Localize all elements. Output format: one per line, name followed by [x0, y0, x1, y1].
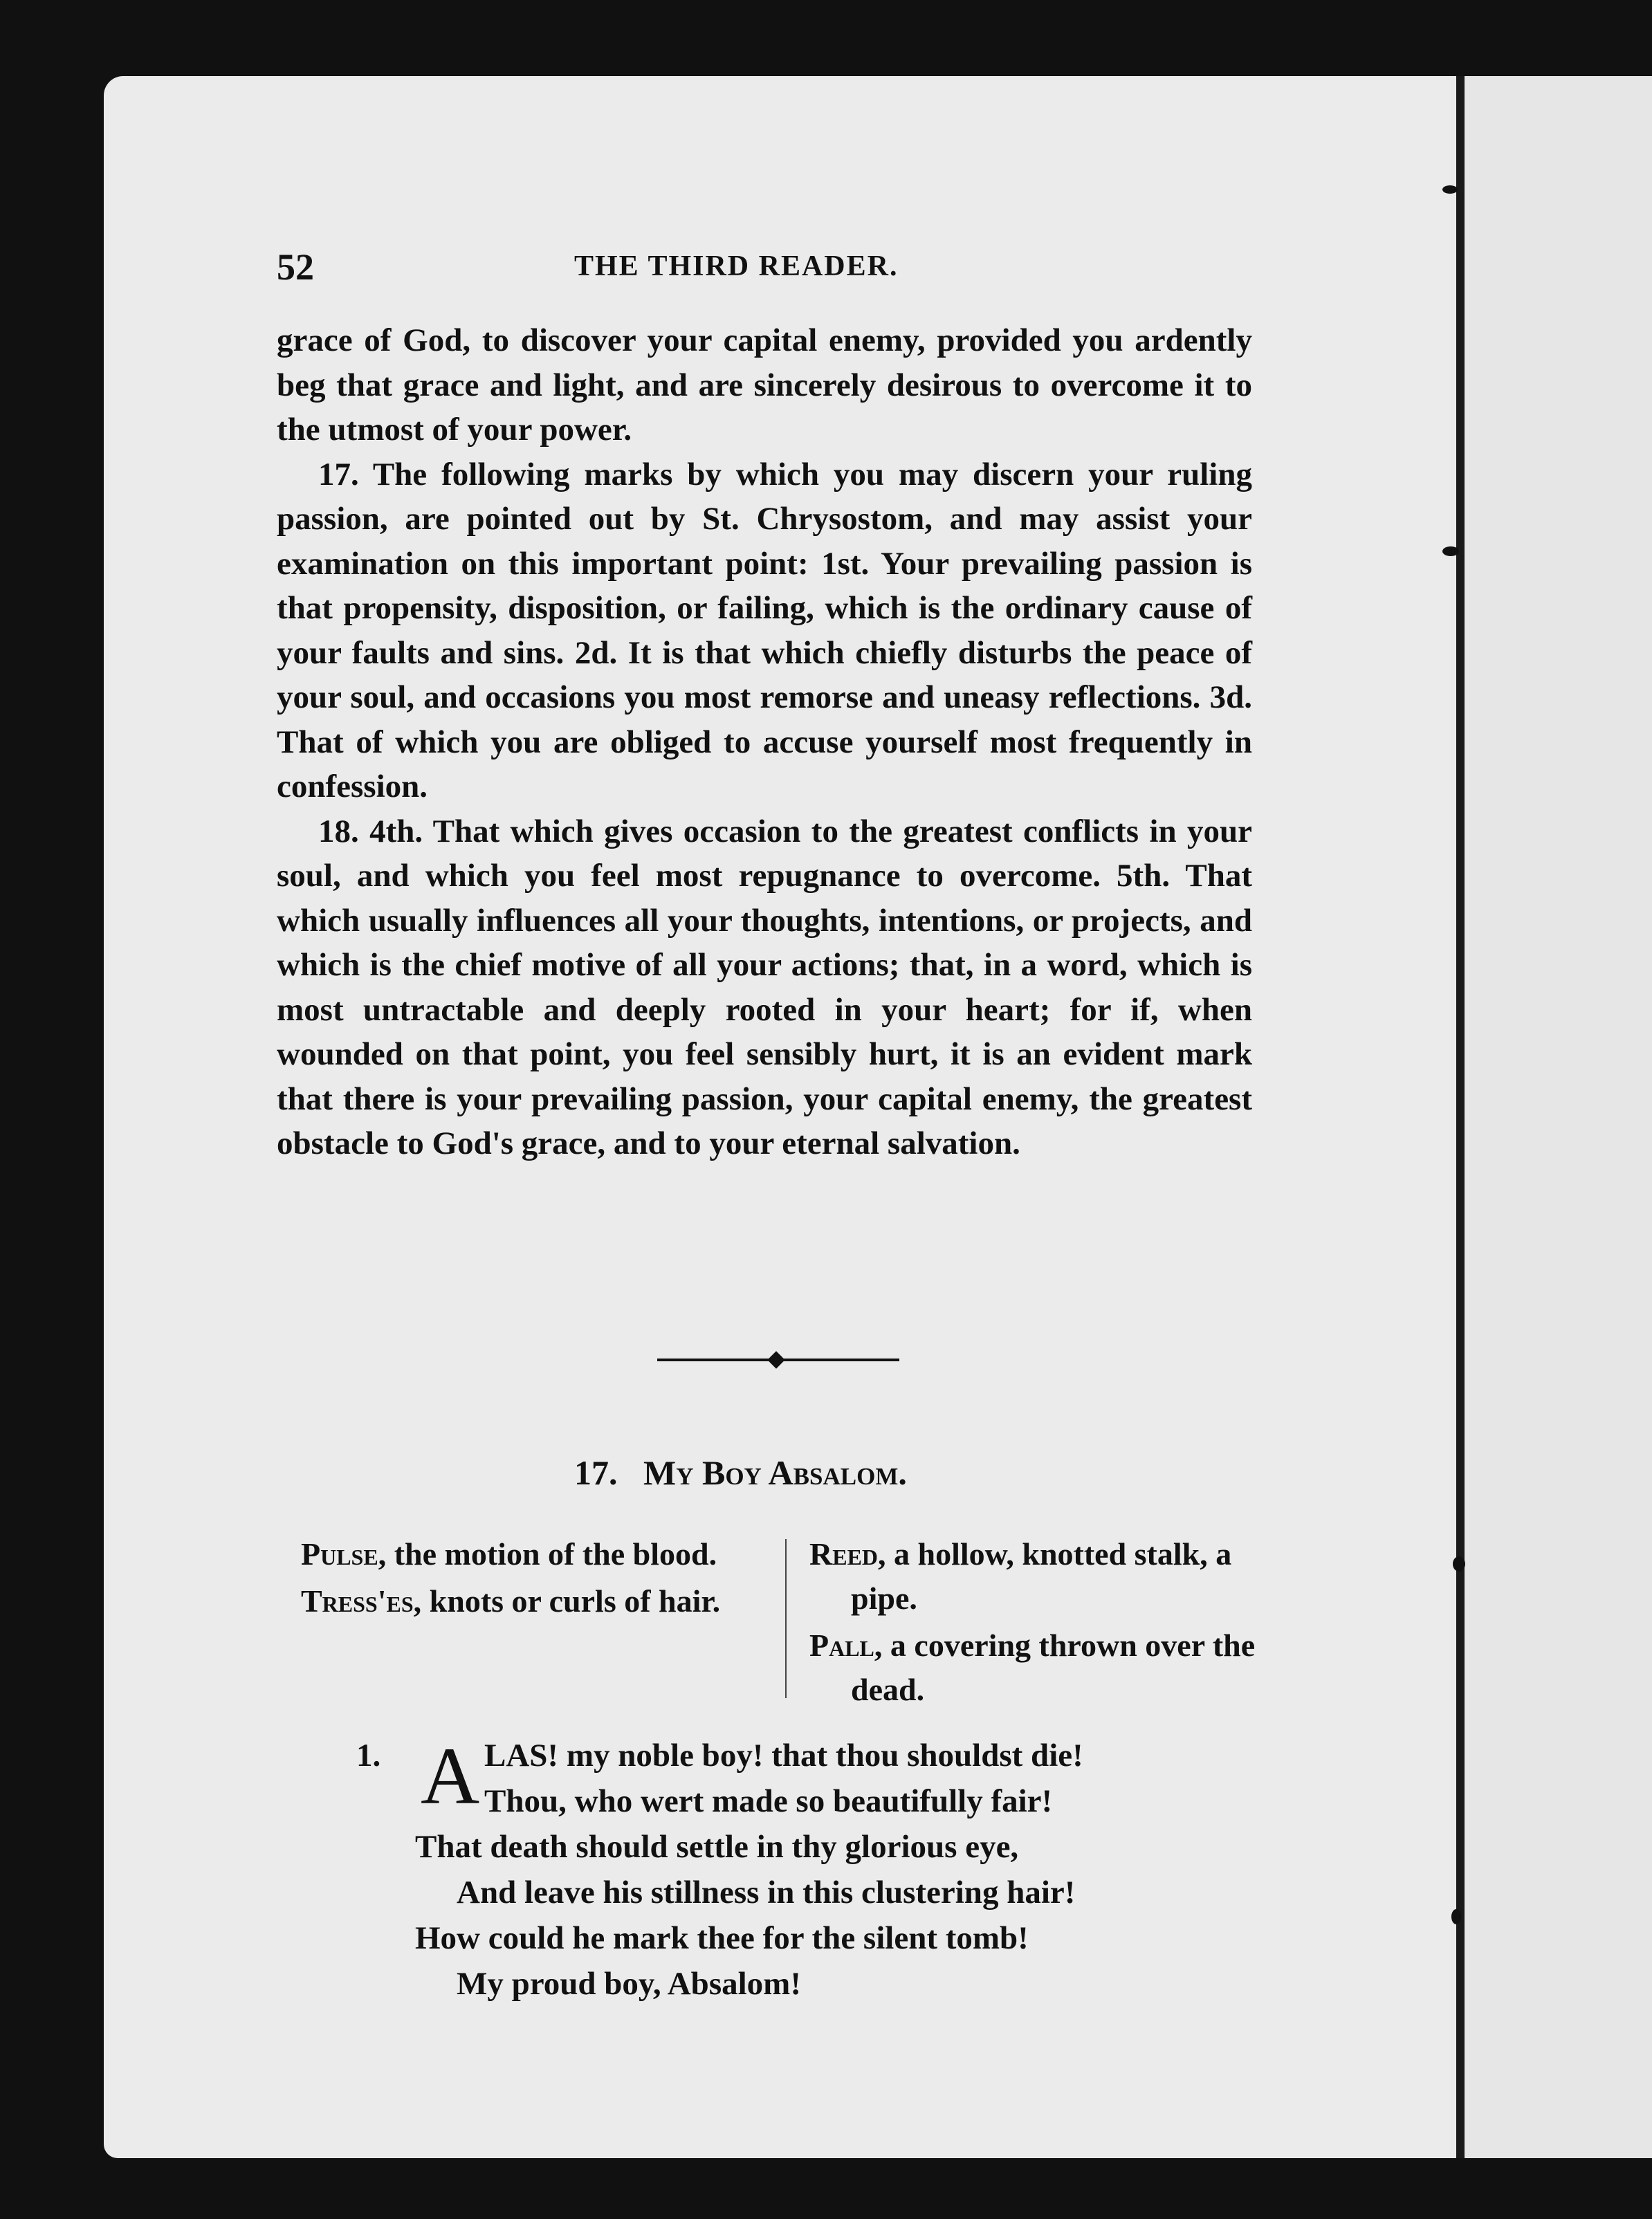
- paragraph-17: 17. The following marks by which you may discern your ruling passion, are pointed out by St. Chrysostom, and may assist your examination on this important point: 1st. Your prevailing passion is that propensity, disposition, or failing, which is the ordinary cause of your faults and sins. 2d. It is that which chiefly disturbs the peace of your soul, and occasions you most remorse and uneasy reflections. 3d. That of which you are obliged to accuse yourself most frequently in confession.: [277, 456, 1252, 804]
- vocabulary-definition: the motion of the blood.: [394, 1536, 717, 1572]
- poem-line: LAS! my noble boy! that thou shouldst die!: [484, 1738, 1083, 1774]
- vocabulary-term: Pall,: [809, 1628, 883, 1663]
- running-title: THE THIRD READER.: [574, 250, 899, 282]
- vocabulary-entry: [809, 1532, 1273, 1621]
- page-gutter: [1456, 76, 1465, 2158]
- vocabulary-term: Tress'es,: [301, 1583, 422, 1619]
- page-header: [277, 246, 1259, 294]
- stanza-number: 1.: [356, 1738, 381, 1774]
- facing-page-edge: [1465, 76, 1652, 2158]
- vocabulary-entry: [809, 1623, 1273, 1712]
- vocabulary-definition: knots or curls of hair.: [429, 1583, 721, 1619]
- vocabulary-entry: [301, 1579, 761, 1623]
- vocabulary-divider: [785, 1539, 787, 1698]
- vocabulary-term: Pulse,: [301, 1536, 387, 1572]
- vocabulary-entry: [301, 1532, 761, 1576]
- vocabulary-column-right: [809, 1532, 1273, 1715]
- poem-line: And leave his stillness in this clustering hair!: [457, 1875, 1076, 1910]
- binding-mark: [1442, 185, 1458, 194]
- ornament-diamond-icon: [767, 1351, 784, 1368]
- binding-mark: [1453, 1556, 1465, 1572]
- section-divider: [657, 1352, 899, 1366]
- vocabulary-definition: a hollow, knotted stalk, a pipe.: [851, 1536, 1232, 1616]
- poem: [356, 1731, 1259, 2007]
- paragraph-18: 18. 4th. That which gives occasion to the greatest conflicts in your soul, and which you feel most repugnance to overcome. 5th. That which usually influences all your thoughts, intentions, or projects, and which is the chief motive of all your actions; that, in a word, which is most untractable and deeply rooted in your heart; for if, when wounded on that point, you feel sensibly hurt, it is an evident mark that there is your prevailing passion, your capital enemy, the greatest obstacle to God's grace, and to your eternal salvation.: [277, 813, 1252, 1161]
- lesson-heading: [574, 1453, 907, 1493]
- binding-mark: [1442, 546, 1459, 556]
- body-text: [277, 318, 1252, 1166]
- page-number: 52: [277, 246, 314, 288]
- vocabulary-column-left: [301, 1532, 761, 1626]
- drop-cap: A: [421, 1731, 480, 1821]
- poem-line: How could he mark thee for the silent tomb!: [415, 1920, 1029, 1956]
- poem-line: My proud boy, Absalom!: [457, 1966, 801, 2002]
- paragraph-continued: grace of God, to discover your capital enemy, provided you ardently beg that grace and light, and are sincerely desirous to overcome it to the utmost of your power.: [277, 322, 1252, 448]
- lesson-title: My Boy Absalom.: [643, 1453, 907, 1492]
- poem-line: Thou, who wert made so beautifully fair!: [484, 1783, 1053, 1819]
- lesson-number: 17.: [574, 1453, 618, 1492]
- vocabulary-term: Reed,: [809, 1536, 886, 1572]
- poem-line: That death should settle in thy glorious eye,: [415, 1829, 1019, 1865]
- vocabulary-box: [301, 1532, 1269, 1712]
- binding-mark: [1451, 1909, 1461, 1924]
- vocabulary-definition: a covering thrown over the dead.: [851, 1628, 1256, 1707]
